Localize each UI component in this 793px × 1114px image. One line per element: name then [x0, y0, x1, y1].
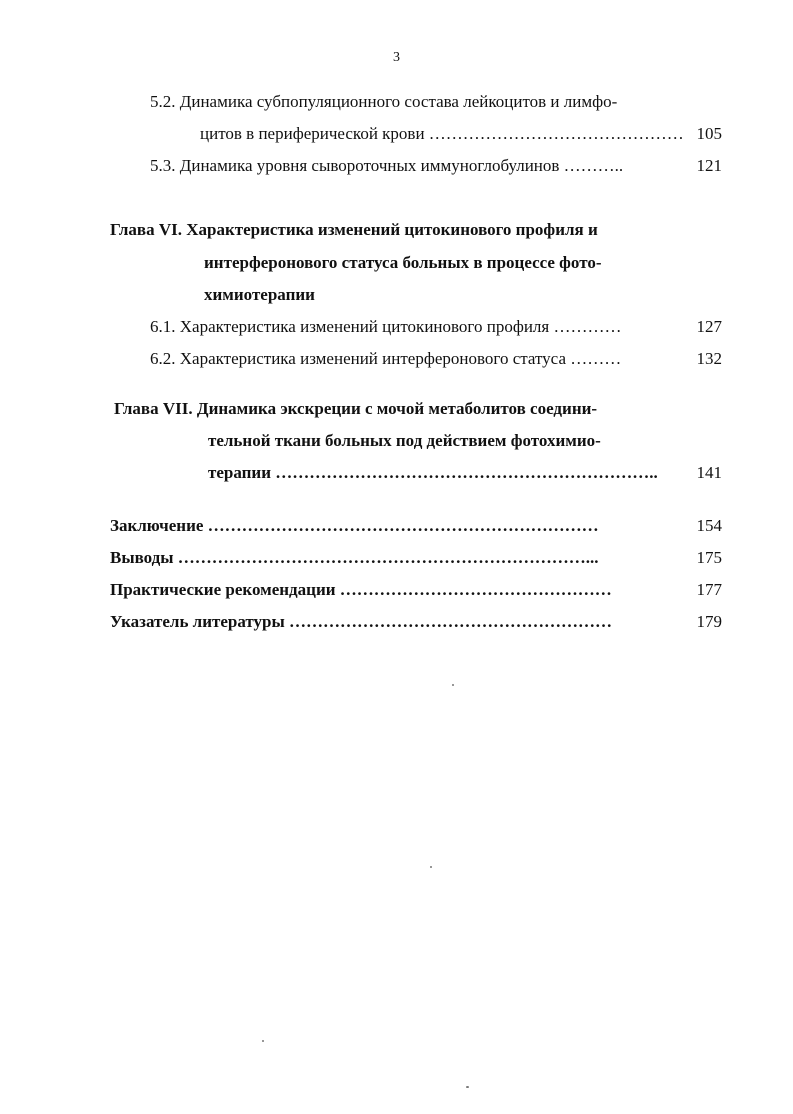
toc-entry-conclusion: Заключение ……………………………………………………………: [110, 516, 599, 535]
toc-page-6-2: 132: [696, 349, 722, 368]
chapter-6-title-line1: Глава VI. Характеристика изменений цитокинового профиля и: [110, 220, 598, 239]
toc-page-5-2: 105: [696, 124, 722, 143]
scan-speck: [262, 1040, 264, 1042]
toc-page-ch7: 141: [696, 463, 722, 482]
chapter-7-title-line2: тельной ткани больных под действием фотохимио-: [208, 431, 601, 450]
scan-speck: [452, 684, 454, 686]
chapter-7-title-line3: терапии …………………………………………………………..: [208, 463, 658, 482]
toc-page-conclusion: 154: [696, 516, 722, 535]
toc-entry-5-2-line1: 5.2. Динамика субпопуляционного состава лейкоцитов и лимфо-: [150, 92, 618, 111]
toc-entry-5-2-line2: цитов в периферической крови ………………………………………: [200, 124, 684, 143]
toc-entry-5-3: 5.3. Динамика уровня сывороточных иммуноглобулинов ………..: [150, 156, 624, 175]
toc-page-findings: 175: [696, 548, 722, 567]
toc-entry-references: Указатель литературы …………………………………………………: [110, 612, 613, 631]
toc-entry-recommendations: Практические рекомендации …………………………………………: [110, 580, 612, 599]
scan-speck: [430, 866, 432, 868]
chapter-6-title-line3: химиотерапии: [204, 285, 315, 304]
toc-page-5-3: 121: [696, 156, 722, 175]
toc-page-recommendations: 177: [696, 580, 722, 599]
toc-entry-6-2: 6.2. Характеристика изменений интерферонового статуса ………: [150, 349, 622, 368]
scan-speck: [466, 1086, 469, 1088]
toc-entry-findings: Выводы ………………………………………………………………...: [110, 548, 599, 567]
chapter-6-title-line2: интерферонового статуса больных в процессе фото-: [204, 253, 602, 272]
chapter-7-title-line1: Глава VII. Динамика экскреции с мочой метаболитов соедини-: [114, 399, 598, 418]
toc-page-6-1: 127: [696, 317, 722, 336]
toc-entry-6-1: 6.1. Характеристика изменений цитокинового профиля …………: [150, 317, 622, 336]
page-number: 3: [393, 50, 400, 65]
toc-page-references: 179: [696, 612, 722, 631]
